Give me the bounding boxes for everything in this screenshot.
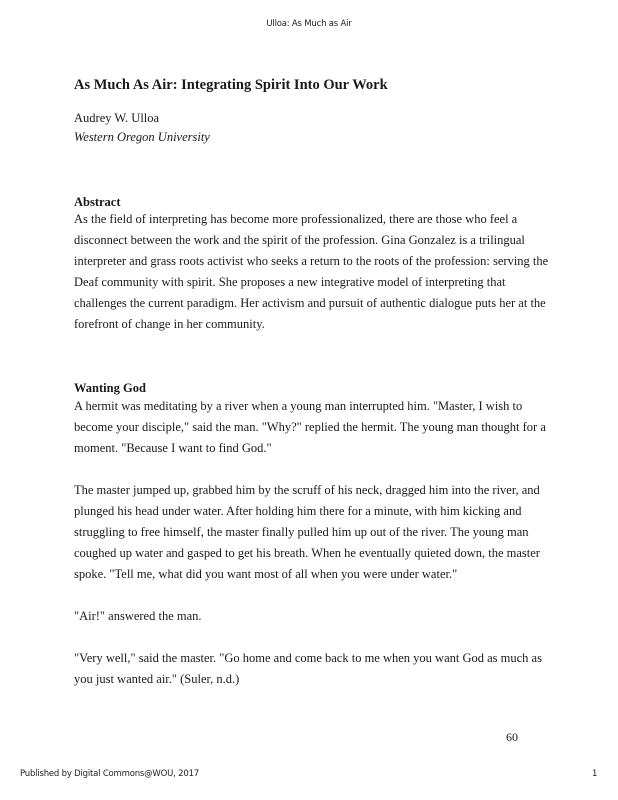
abstract-line: interpreter and grass roots activist who seeks a return to the roots of the profession: serving the [74, 254, 549, 268]
paragraph-line: you just wanted air." (Suler, n.d.) [74, 672, 240, 686]
abstract-line: forefront of change in her community. [74, 317, 265, 331]
paragraph-3 [74, 606, 202, 627]
paragraph-4 [74, 648, 542, 690]
journal-page-number: 60 [506, 730, 518, 744]
author-name: Audrey W. Ulloa [74, 111, 160, 125]
author-affiliation: Western Oregon University [74, 130, 210, 144]
abstract-line: challenges the current paradigm. Her activism and pursuit of authentic dialogue puts her at the [74, 296, 546, 310]
paragraph-line: spoke. "Tell me, what did you want most of all when you were under water." [74, 567, 458, 581]
paragraph-line: become your disciple," said the man. "Why?" replied the hermit. The young man thought for a [74, 420, 546, 434]
paragraph-line: moment. "Because I want to find God." [74, 441, 272, 455]
publisher-footer: Published by Digital Commons@WOU, 2017 [20, 769, 199, 779]
paragraph-line: struggling to free himself, the master finally pulled him up out of the river. The young man [74, 525, 529, 539]
paragraph-line: "Very well," said the master. "Go home and come back to me when you want God as much as [74, 651, 542, 665]
paragraph-line: coughed up water and gasped to get his breath. When he eventually quieted down, the master [74, 546, 540, 560]
running-header: Ulloa: As Much as Air [266, 19, 352, 29]
paragraph-line: "Air!" answered the man. [74, 609, 202, 623]
abstract-body [74, 209, 548, 335]
paragraph-line: plunged his head under water. After holding him there for a minute, with him kicking and [74, 504, 522, 518]
paragraph-1 [74, 396, 546, 459]
abstract-line: As the field of interpreting has become more professionalized, there are those who feel a [74, 212, 518, 226]
article-title: As Much As Air: Integrating Spirit Into Our Work [74, 77, 388, 93]
paragraph-line: The master jumped up, grabbed him by the scruff of his neck, dragged him into the river, and [74, 483, 540, 497]
section-heading: Wanting God [74, 381, 146, 395]
abstract-line: Deaf community with spirit. She proposes a new integrative model of interpreting that [74, 275, 506, 289]
pdf-page-number: 1 [592, 769, 598, 779]
paragraph-2 [74, 480, 540, 585]
abstract-line: disconnect between the work and the spirit of the profession. Gina Gonzalez is a trilingual [74, 233, 525, 247]
abstract-heading: Abstract [74, 195, 121, 209]
paragraph-line: A hermit was meditating by a river when a young man interrupted him. "Master, I wish to [74, 399, 523, 413]
